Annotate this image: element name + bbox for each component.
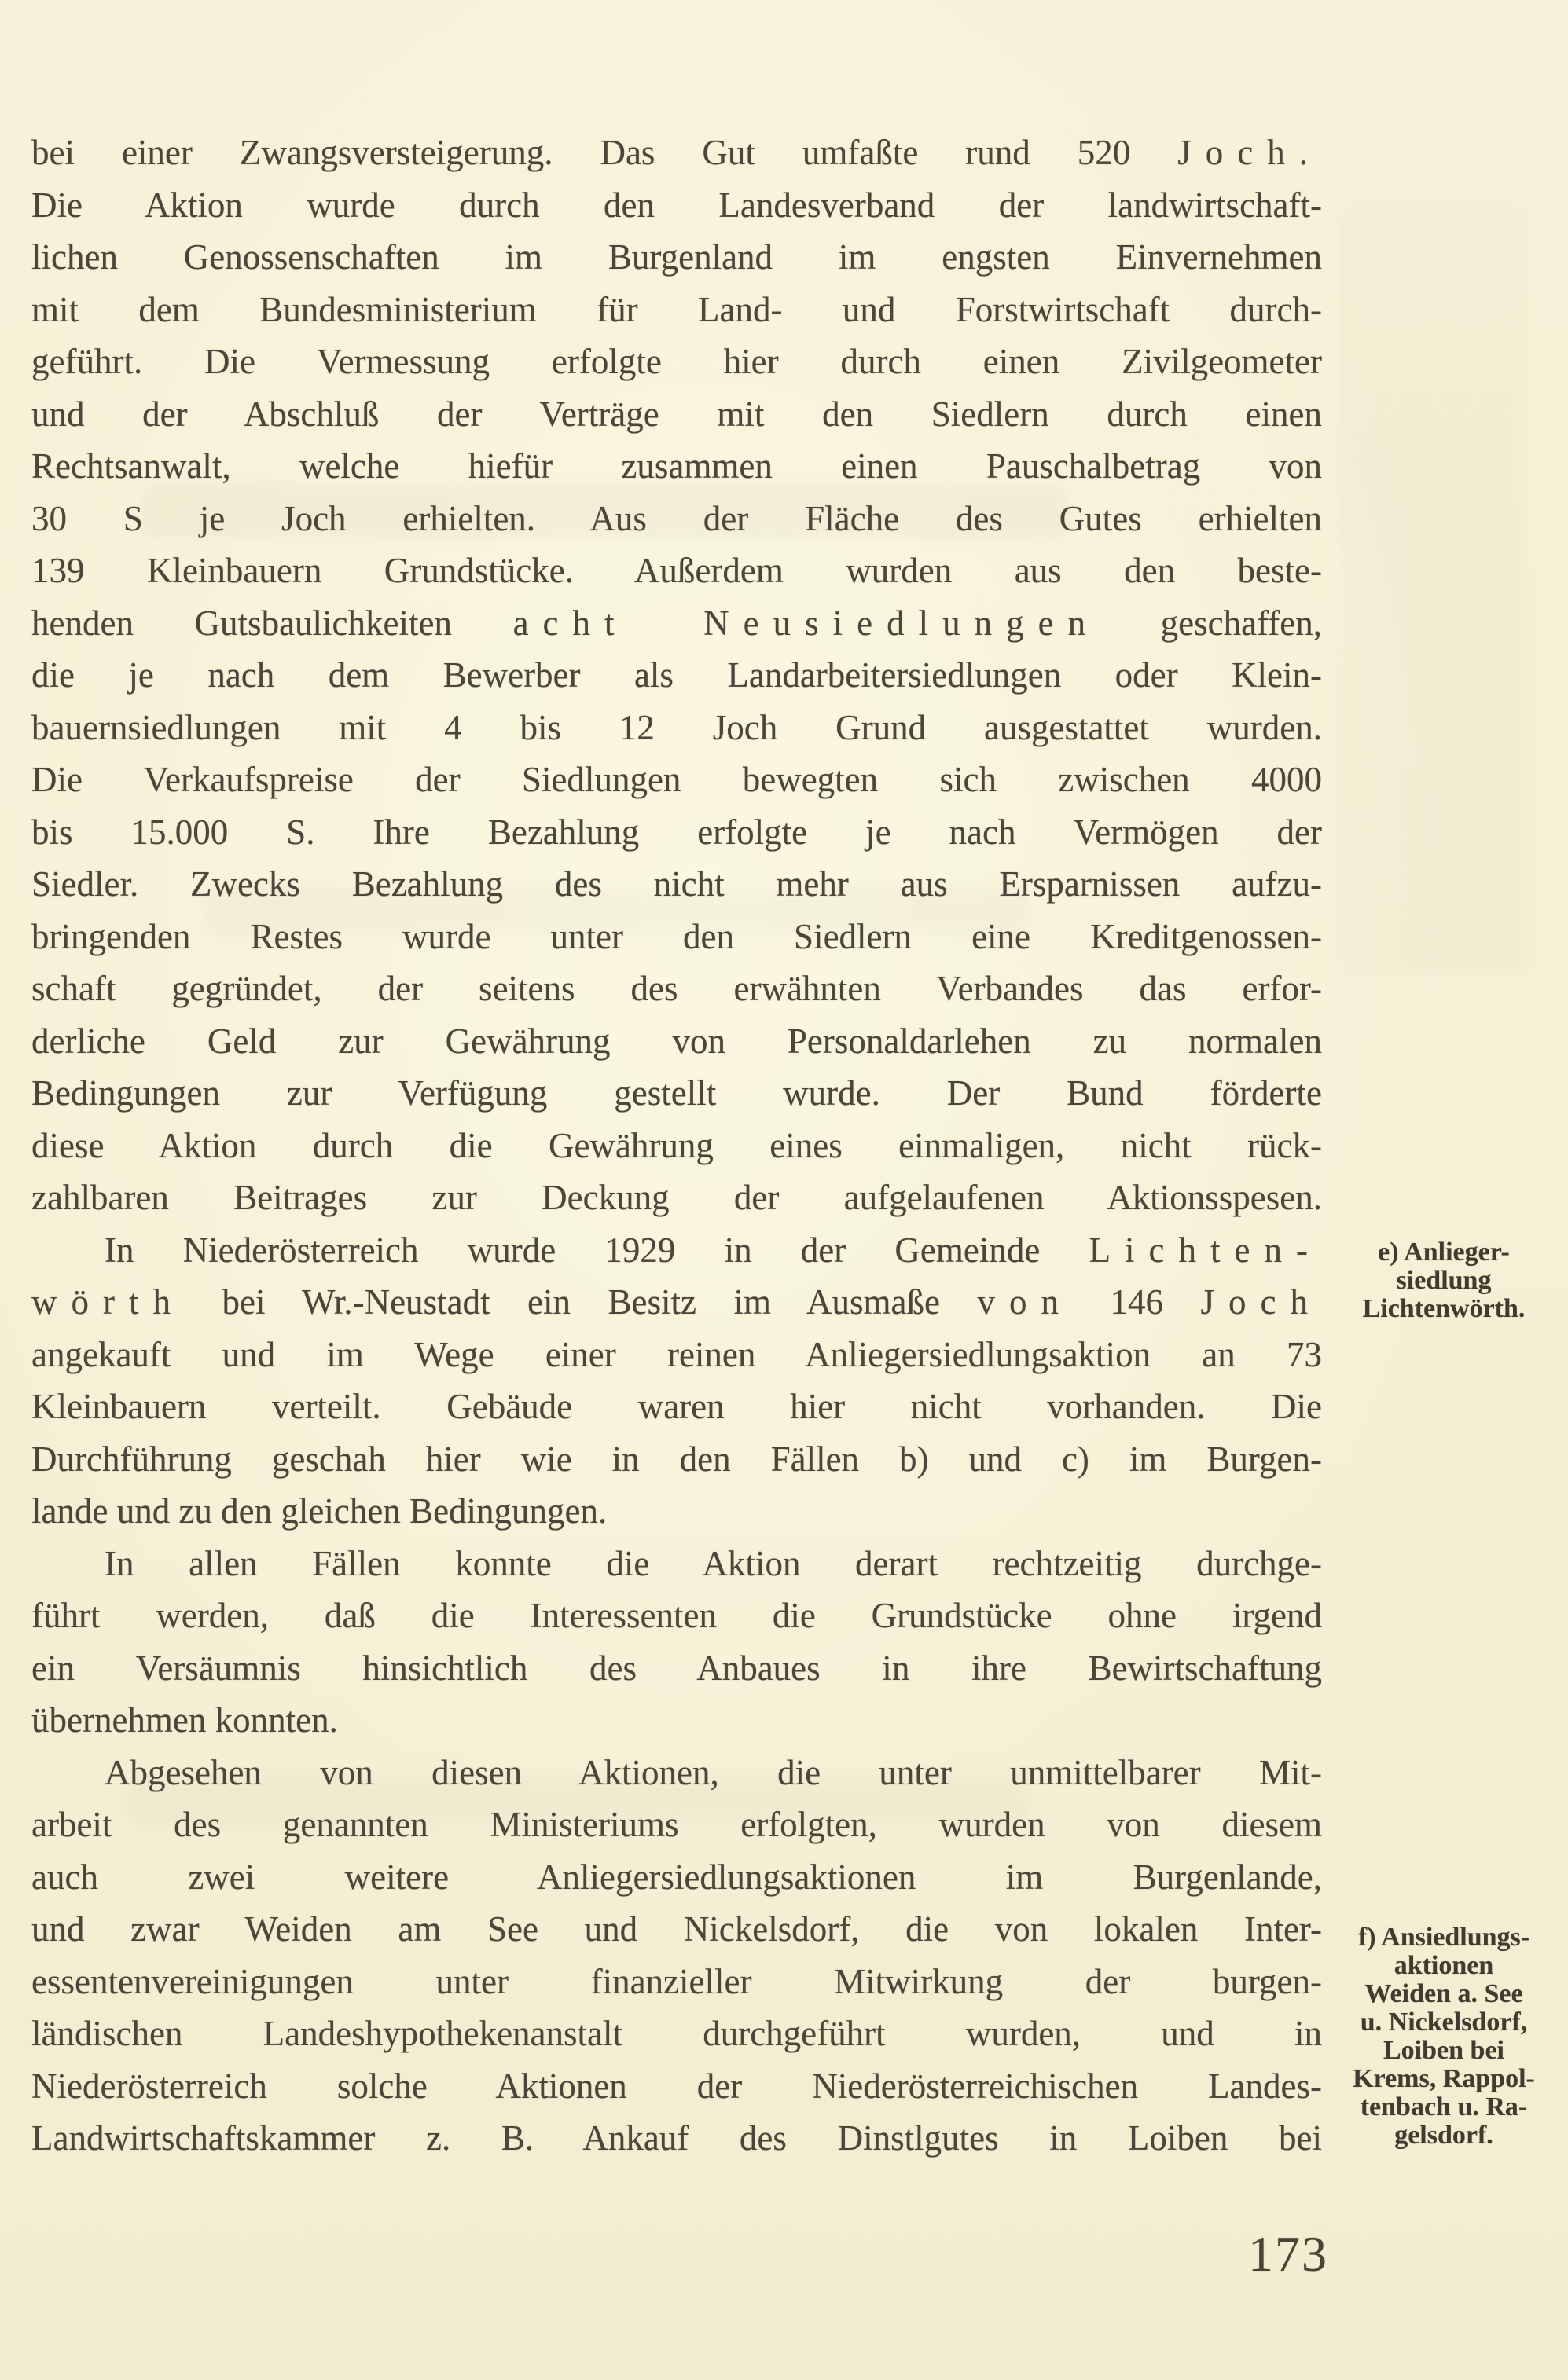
text-run: 30 S je Joch erhielten. Aus der Fläche des Gutes erhielten [31, 498, 1322, 538]
text-line [31, 597, 1322, 650]
margin-note-line: e) Anlieger- [1378, 1238, 1510, 1267]
text-run: geführt. Die Vermessung erfolgte hier durch einen Zivilgeometer [31, 342, 1322, 381]
text-run: geschaffen, [1100, 603, 1322, 643]
text-run: Kleinbauern verteilt. Gebäude waren hier nicht vorhanden. Die [31, 1387, 1322, 1426]
text-line [31, 1224, 1322, 1277]
text-run: Durchführung geschah hier wie in den Fällen b) und c) im Burgen- [31, 1439, 1322, 1479]
text-line [31, 440, 1322, 493]
text-line [31, 1538, 1322, 1590]
text-line [31, 1329, 1322, 1381]
letterspaced-text: Joch. [1177, 133, 1322, 172]
margin-note-line: aktionen [1394, 1951, 1494, 1980]
margin-note-line: siedlung [1396, 1266, 1492, 1295]
text-run: ländischen Landeshypothekenanstalt durchgeführt wurden, und in [31, 2014, 1322, 2053]
text-line [31, 179, 1322, 232]
text-run: lichen Genossenschaften im Burgenland im engsten Einvernehmen [31, 237, 1322, 277]
text-line [31, 858, 1322, 911]
page-number: 173 [1248, 2226, 1328, 2282]
text-line [31, 1747, 1322, 1799]
text-run: übernehmen konnten. [31, 1700, 338, 1740]
text-line [31, 493, 1322, 545]
text-line [31, 2112, 1322, 2165]
text-line [31, 1851, 1322, 1904]
text-line [31, 1067, 1322, 1120]
margin-note-line: f) Ansiedlungs- [1357, 1923, 1530, 1952]
text-run: führt werden, daß die Interessenten die Grundstücke ohne irgend [31, 1596, 1322, 1635]
text-run: mit dem Bundesministerium für Land- und Forstwirtschaft durch- [31, 289, 1322, 329]
text-run: bei Wr.-Neustadt ein Besitz im Ausmaße [185, 1282, 978, 1322]
text-line [31, 231, 1322, 284]
text-run: Die Verkaufspreise der Siedlungen bewegten sich zwischen 4000 [31, 760, 1322, 799]
margin-note-line: Loiben bei [1383, 2036, 1504, 2065]
text-run: die je nach dem Bewerber als Landarbeitersiedlungen oder Klein- [31, 655, 1322, 695]
letterspaced-text: Joch [1200, 1282, 1323, 1322]
text-run: In allen Fällen konnte die Aktion derart rechtzeitig durchge- [105, 1543, 1322, 1583]
text-run: essentenvereinigungen unter finanzieller Mitwirkung der burgen- [31, 1961, 1322, 2001]
text-run: bringenden Restes wurde unter den Siedlern eine Kreditgenossen- [31, 916, 1322, 956]
text-line [31, 1172, 1322, 1224]
text-run: Siedler. Zwecks Bezahlung des nicht mehr aus Ersparnissen aufzu- [31, 864, 1322, 904]
letterspaced-text: acht Neusiedlungen [512, 603, 1100, 643]
margin-note-line: u. Nickelsdorf, [1360, 2008, 1528, 2037]
text-run: schaft gegründet, der seitens des erwähnten Verbandes das erfor- [31, 969, 1322, 1008]
text-line [31, 2060, 1322, 2113]
text-run: Niederösterreich solche Aktionen der Niederösterreichischen Landes- [31, 2066, 1322, 2106]
text-line [31, 1433, 1322, 1486]
body-text [31, 127, 1322, 2165]
text-run: In Niederösterreich wurde 1929 in der Gemeinde [105, 1230, 1089, 1270]
text-line [31, 1694, 1322, 1747]
margin-note-line: Krems, Rappol- [1353, 2064, 1535, 2093]
text-line [31, 336, 1322, 388]
text-run: Die Aktion wurde durch den Landesverband der landwirtschaft- [31, 185, 1322, 225]
text-line [31, 388, 1322, 441]
margin-note-f [1331, 1923, 1557, 2150]
text-line [31, 1590, 1322, 1642]
text-run: bauernsiedlungen mit 4 bis 12 Joch Grund ausgestattet wurden. [31, 707, 1322, 747]
text-run: 146 [1073, 1282, 1201, 1322]
text-line [31, 1799, 1322, 1851]
text-run: angekauft und im Wege einer reinen Anliegersiedlungsaktion an 73 [31, 1334, 1322, 1374]
text-run: und der Abschluß der Verträge mit den Siedlern durch einen [31, 394, 1322, 434]
text-line [31, 1381, 1322, 1433]
text-line [31, 2008, 1322, 2060]
text-line [31, 754, 1322, 806]
showthrough-artifact [1340, 204, 1529, 974]
text-line [31, 1120, 1322, 1172]
text-run: henden Gutsbaulichkeiten [31, 603, 513, 643]
text-run: derliche Geld zur Gewährung von Personaldarlehen zu normalen [31, 1021, 1322, 1061]
text-line [31, 1485, 1322, 1538]
text-run: Landwirtschaftskammer z. B. Ankauf des Dinstlgutes in Loiben bei [31, 2118, 1322, 2158]
text-run: auch zwei weitere Anliegersiedlungsaktionen im Burgenlande, [31, 1857, 1322, 1897]
margin-note-line: Lichtenwörth. [1362, 1294, 1526, 1323]
text-line [31, 649, 1322, 702]
margin-note-e [1331, 1238, 1557, 1323]
text-line [31, 911, 1322, 963]
text-line [31, 702, 1322, 754]
text-line [31, 1276, 1322, 1329]
margin-note-line: tenbach u. Ra- [1360, 2092, 1528, 2121]
text-run: ein Versäumnis hinsichtlich des Anbaues in ihre Bewirtschaftung [31, 1648, 1322, 1688]
margin-note-line: gelsdorf. [1394, 2121, 1493, 2150]
text-run: 139 Kleinbauern Grundstücke. Außerdem wurden aus den beste- [31, 551, 1322, 590]
letterspaced-text: wörth [31, 1282, 185, 1322]
text-line [31, 963, 1322, 1015]
text-run: arbeit des genannten Ministeriums erfolgten, wurden von diesem [31, 1805, 1322, 1844]
text-run: bei einer Zwangsversteigerung. Das Gut umfaßte rund 520 [31, 133, 1178, 172]
text-run: Rechtsanwalt, welche hiefür zusammen einen Pauschalbetrag von [31, 446, 1322, 486]
text-line [31, 806, 1322, 859]
letterspaced-text: Lichten- [1089, 1230, 1322, 1270]
text-line [31, 1956, 1322, 2008]
text-line [31, 1903, 1322, 1956]
text-line [31, 284, 1322, 336]
text-run: lande und zu den gleichen Bedingungen. [31, 1491, 608, 1531]
letterspaced-text: von [977, 1282, 1073, 1322]
text-line [31, 1015, 1322, 1068]
text-run: bis 15.000 S. Ihre Bezahlung erfolgte je nach Vermögen der [31, 812, 1322, 852]
margin-note-line: Weiden a. See [1364, 1979, 1523, 2008]
text-run: Bedingungen zur Verfügung gestellt wurde. Der Bund förderte [31, 1073, 1322, 1113]
text-line [31, 127, 1322, 179]
text-run: diese Aktion durch die Gewährung eines einmaligen, nicht rück- [31, 1125, 1322, 1165]
text-run: und zwar Weiden am See und Nickelsdorf, die von lokalen Inter- [31, 1909, 1322, 1949]
text-run: Abgesehen von diesen Aktionen, die unter unmittelbarer Mit- [105, 1752, 1322, 1792]
text-line [31, 1642, 1322, 1695]
text-run: zahlbaren Beitrages zur Deckung der aufgelaufenen Aktionsspesen. [31, 1178, 1322, 1217]
text-line [31, 545, 1322, 597]
